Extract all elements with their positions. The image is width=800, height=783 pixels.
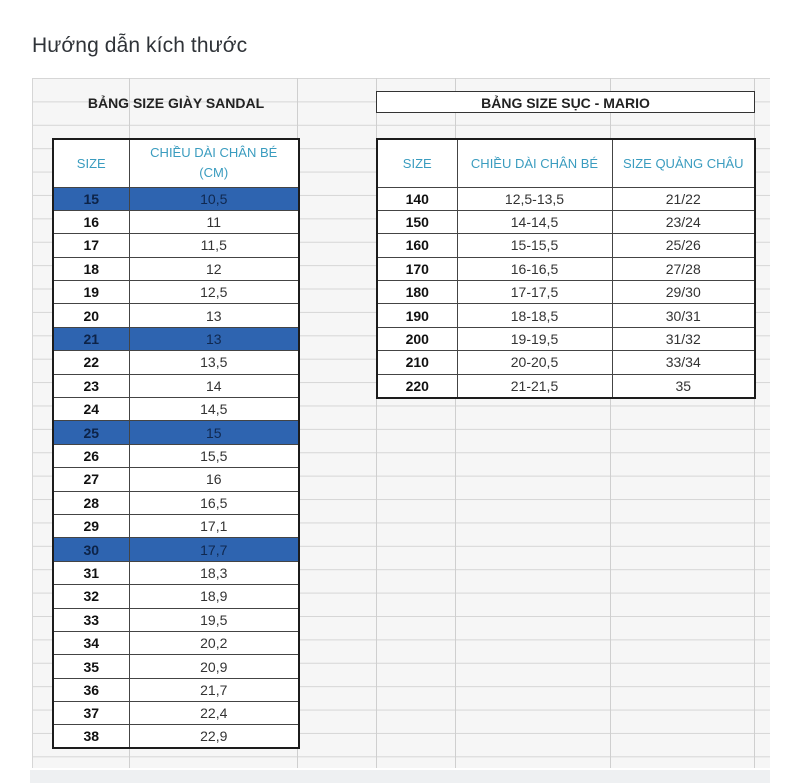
- foot-length-cell: 17,7: [129, 538, 299, 561]
- table-row: [53, 257, 299, 280]
- size-cell: 170: [377, 257, 457, 280]
- size-cell: 33: [53, 608, 129, 631]
- guangzhou-size-cell: 23/24: [612, 210, 755, 233]
- foot-length-cell: 19,5: [129, 608, 299, 631]
- table-row: [53, 725, 299, 748]
- size-cell: 34: [53, 631, 129, 654]
- foot-length-cell: 14-14,5: [457, 210, 612, 233]
- sandal-size-table: [52, 138, 300, 749]
- size-cell: 220: [377, 374, 457, 397]
- foot-length-cell: 15: [129, 421, 299, 444]
- foot-length-cell: 20-20,5: [457, 351, 612, 374]
- table-row: [377, 234, 755, 257]
- table-row: [377, 281, 755, 304]
- table-row: [53, 304, 299, 327]
- size-cell: 20: [53, 304, 129, 327]
- size-cell: 210: [377, 351, 457, 374]
- column-header-foot-length: CHIỀU DÀI CHÂN BÉ (CM): [129, 139, 299, 187]
- table-row: [53, 187, 299, 210]
- size-cell: 38: [53, 725, 129, 748]
- foot-length-cell: 11,5: [129, 234, 299, 257]
- table-row: [53, 234, 299, 257]
- table-row: [377, 304, 755, 327]
- page-title: Hướng dẫn kích thước: [32, 34, 248, 57]
- foot-length-cell: 18,9: [129, 585, 299, 608]
- foot-length-cell: 16,5: [129, 491, 299, 514]
- foot-length-cell: 13: [129, 304, 299, 327]
- table-row: [377, 210, 755, 233]
- size-cell: 21: [53, 327, 129, 350]
- table-row: [53, 678, 299, 701]
- foot-length-cell: 17-17,5: [457, 281, 612, 304]
- foot-length-cell: 14: [129, 374, 299, 397]
- table-row: [377, 187, 755, 210]
- guangzhou-size-cell: 25/26: [612, 234, 755, 257]
- size-cell: 36: [53, 678, 129, 701]
- column-header-size: SIZE: [377, 139, 457, 187]
- size-cell: 18: [53, 257, 129, 280]
- table-row: [53, 585, 299, 608]
- clog-table-title: BẢNG SIZE SỤC - MARIO: [376, 91, 755, 113]
- foot-length-cell: 18-18,5: [457, 304, 612, 327]
- size-cell: 16: [53, 210, 129, 233]
- foot-length-cell: 16: [129, 468, 299, 491]
- size-cell: 160: [377, 234, 457, 257]
- foot-length-cell: 11: [129, 210, 299, 233]
- table-header-row: [377, 139, 755, 187]
- foot-length-cell: 12: [129, 257, 299, 280]
- column-header-size: SIZE: [53, 139, 129, 187]
- table-row: [53, 608, 299, 631]
- table-row: [53, 281, 299, 304]
- foot-length-cell: 20,9: [129, 655, 299, 678]
- table-row: [53, 702, 299, 725]
- foot-length-cell: 21-21,5: [457, 374, 612, 397]
- table-row: [53, 538, 299, 561]
- size-cell: 27: [53, 468, 129, 491]
- table-row: [53, 351, 299, 374]
- table-row: [377, 374, 755, 397]
- foot-length-cell: 18,3: [129, 561, 299, 584]
- foot-length-cell: 19-19,5: [457, 327, 612, 350]
- size-cell: 31: [53, 561, 129, 584]
- size-cell: 180: [377, 281, 457, 304]
- guangzhou-size-cell: 33/34: [612, 351, 755, 374]
- size-cell: 17: [53, 234, 129, 257]
- table-row: [53, 444, 299, 467]
- table-row: [53, 561, 299, 584]
- size-cell: 28: [53, 491, 129, 514]
- size-cell: 26: [53, 444, 129, 467]
- foot-length-cell: 14,5: [129, 398, 299, 421]
- table-row: [377, 351, 755, 374]
- foot-length-cell: 15-15,5: [457, 234, 612, 257]
- foot-length-cell: 13: [129, 327, 299, 350]
- clog-size-table: [376, 138, 756, 399]
- table-row: [53, 514, 299, 537]
- foot-length-cell: 20,2: [129, 631, 299, 654]
- sandal-table-title: BẢNG SIZE GIÀY SANDAL: [87, 95, 265, 111]
- size-cell: 140: [377, 187, 457, 210]
- column-header-guangzhou-size: SIZE QUẢNG CHÂU: [612, 139, 755, 187]
- size-cell: 32: [53, 585, 129, 608]
- guangzhou-size-cell: 27/28: [612, 257, 755, 280]
- size-cell: 35: [53, 655, 129, 678]
- size-cell: 22: [53, 351, 129, 374]
- foot-length-cell: 21,7: [129, 678, 299, 701]
- foot-length-cell: 17,1: [129, 514, 299, 537]
- size-cell: 30: [53, 538, 129, 561]
- size-cell: 29: [53, 514, 129, 537]
- size-cell: 15: [53, 187, 129, 210]
- foot-length-cell: 15,5: [129, 444, 299, 467]
- table-row: [53, 631, 299, 654]
- table-row: [377, 327, 755, 350]
- footer-bar: [30, 770, 770, 783]
- foot-length-cell: 16-16,5: [457, 257, 612, 280]
- table-row: [53, 374, 299, 397]
- table-row: [53, 210, 299, 233]
- foot-length-cell: 10,5: [129, 187, 299, 210]
- table-row: [53, 327, 299, 350]
- size-cell: 190: [377, 304, 457, 327]
- guangzhou-size-cell: 31/32: [612, 327, 755, 350]
- foot-length-cell: 22,4: [129, 702, 299, 725]
- foot-length-cell: 22,9: [129, 725, 299, 748]
- size-cell: 24: [53, 398, 129, 421]
- table-row: [53, 468, 299, 491]
- size-cell: 23: [53, 374, 129, 397]
- table-row: [53, 491, 299, 514]
- table-row: [377, 257, 755, 280]
- foot-length-cell: 12,5: [129, 281, 299, 304]
- size-cell: 25: [53, 421, 129, 444]
- foot-length-cell: 13,5: [129, 351, 299, 374]
- foot-length-cell: 12,5-13,5: [457, 187, 612, 210]
- guangzhou-size-cell: 35: [612, 374, 755, 397]
- size-cell: 19: [53, 281, 129, 304]
- size-cell: 150: [377, 210, 457, 233]
- size-cell: 37: [53, 702, 129, 725]
- guangzhou-size-cell: 30/31: [612, 304, 755, 327]
- table-row: [53, 421, 299, 444]
- table-row: [53, 655, 299, 678]
- size-cell: 200: [377, 327, 457, 350]
- column-header-foot-length: CHIỀU DÀI CHÂN BÉ: [457, 139, 612, 187]
- table-header-row: [53, 139, 299, 187]
- guangzhou-size-cell: 29/30: [612, 281, 755, 304]
- table-row: [53, 398, 299, 421]
- guangzhou-size-cell: 21/22: [612, 187, 755, 210]
